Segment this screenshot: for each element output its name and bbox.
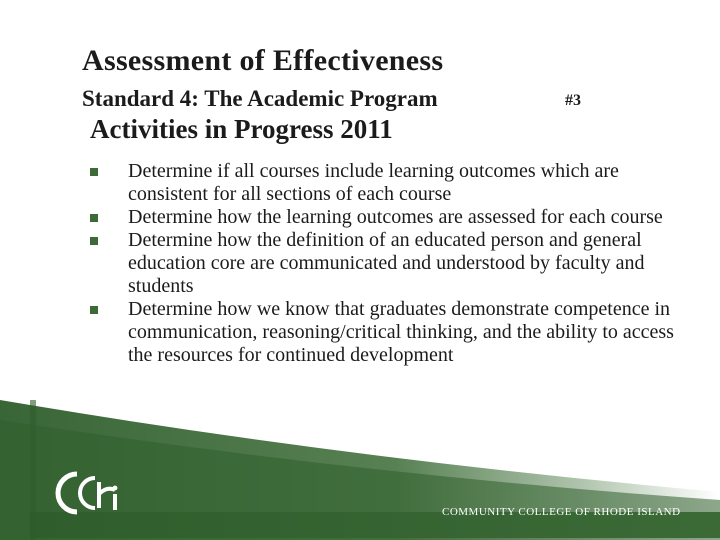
bullet-item bbox=[88, 160, 688, 206]
bullet-list bbox=[88, 160, 688, 367]
slide-subtitle: Standard 4: The Academic Program bbox=[82, 86, 438, 111]
square-bullet-icon bbox=[90, 237, 98, 245]
square-bullet-icon bbox=[90, 168, 98, 176]
square-bullet-icon bbox=[90, 214, 98, 222]
section-heading: Activities in Progress 2011 bbox=[90, 114, 393, 144]
institution-name: COMMUNITY COLLEGE OF RHODE ISLAND bbox=[442, 506, 681, 518]
bullet-text: Determine how we know that graduates demonstrate competence in communication, reasoning/critical thinking, and the ability to access the resources for continued development bbox=[128, 298, 674, 366]
square-bullet-icon bbox=[90, 306, 98, 314]
slide-number: #3 bbox=[565, 92, 581, 109]
ccri-monogram-icon bbox=[55, 468, 125, 522]
bullet-item bbox=[88, 206, 688, 229]
slide-title: Assessment of Effectiveness bbox=[82, 44, 444, 77]
bullet-item bbox=[88, 229, 688, 298]
bullet-item bbox=[88, 298, 688, 367]
bullet-text: Determine how the definition of an educated person and general education core are communicated and understood by faculty and students bbox=[128, 229, 645, 297]
bullet-text: Determine if all courses include learning outcomes which are consistent for all sections of each course bbox=[128, 160, 619, 205]
bullet-text: Determine how the learning outcomes are assessed for each course bbox=[128, 206, 663, 228]
